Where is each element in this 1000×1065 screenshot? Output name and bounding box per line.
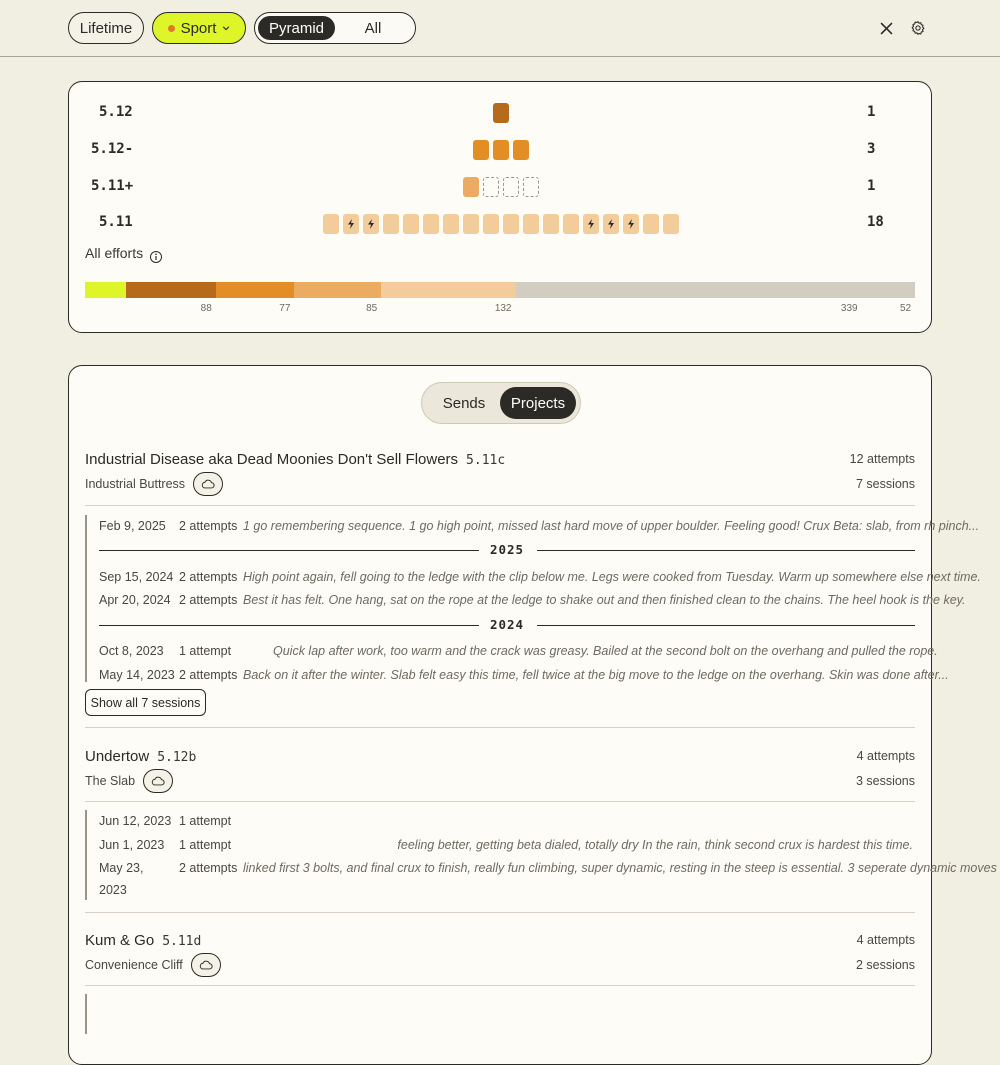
pyramid-row (463, 177, 539, 197)
empty-slot-block[interactable] (483, 177, 499, 197)
grade-count: 18 (867, 214, 884, 230)
project-grade: 5.11d (162, 934, 202, 949)
flash-attempt-block[interactable] (343, 214, 359, 234)
session-attempts: 1 attempt (179, 838, 232, 852)
empty-slot-block[interactable] (503, 177, 519, 197)
sport-filter-dropdown[interactable] (152, 12, 246, 44)
session-attempts: 2 attempts (179, 519, 238, 533)
close-button[interactable] (876, 18, 896, 38)
send-block[interactable] (493, 103, 509, 123)
project-attempts: 4 attempts (856, 749, 915, 763)
session-attempts: 1 attempt (179, 814, 232, 828)
send-block[interactable] (463, 214, 479, 234)
settings-button[interactable] (908, 18, 928, 38)
project-sessions: 3 sessions (855, 774, 915, 788)
session-date: May 14, 2023 (99, 668, 175, 682)
project-attempts: 12 attempts (849, 452, 915, 466)
project-name: Industrial Disease aka Dead Moonies Don't Sell Flowers (85, 451, 459, 468)
effort-segment (862, 282, 915, 298)
project-title[interactable] (85, 451, 505, 468)
project-sessions: 7 sessions (855, 477, 915, 491)
send-block[interactable] (443, 214, 459, 234)
send-block[interactable] (403, 214, 419, 234)
effort-segment (216, 282, 295, 298)
grade-label: 5.12 (99, 104, 133, 120)
effort-segment (126, 282, 216, 298)
effort-segment-label: 77 (279, 303, 291, 314)
gear-icon (910, 20, 926, 36)
project-sessions: 2 sessions (855, 958, 915, 972)
effort-segment-label: 339 (840, 303, 858, 314)
view-pyramid-label: Pyramid (268, 19, 324, 37)
project-attempts: 4 attempts (856, 933, 915, 947)
cloud-icon (151, 776, 165, 786)
flash-attempt-block[interactable] (583, 214, 599, 234)
bolt-icon (607, 219, 615, 229)
year-divider (99, 618, 915, 632)
grade-label: 5.12- (91, 141, 134, 157)
effort-segment-label: 132 (494, 303, 512, 314)
session-attempts: 2 attempts (179, 593, 238, 607)
project-name: Undertow (85, 748, 150, 765)
chevron-down-icon (222, 24, 230, 32)
close-icon (880, 22, 893, 35)
send-block[interactable] (493, 140, 509, 160)
send-block[interactable] (463, 177, 479, 197)
effort-segment-label: 88 (200, 303, 212, 314)
session-attempts: 2 attempts (179, 668, 238, 682)
session-date: May 23, 2023 (99, 861, 144, 897)
sends-tab[interactable] (428, 387, 500, 419)
project-grade: 5.12b (157, 750, 197, 765)
session-attempts: 1 attempt (179, 644, 232, 658)
session-note: High point again, fell going to the ledge with the clip below me. Legs were cooked from Tuesday. Warm up somewhere else next time. (243, 570, 981, 584)
grade-label: 5.11+ (91, 178, 134, 194)
projects-tab[interactable] (500, 387, 576, 419)
session-date: Apr 20, 2024 (99, 593, 171, 607)
view-pyramid-button[interactable] (258, 16, 335, 40)
project-title[interactable] (85, 932, 201, 949)
sessions-rail (85, 810, 87, 900)
session-date: Jun 12, 2023 (99, 814, 172, 828)
pyramid-card (68, 81, 932, 333)
show-all-sessions-button[interactable] (85, 689, 206, 716)
lifetime-filter-button[interactable] (68, 12, 144, 44)
crag-name: Industrial Buttress (85, 477, 186, 491)
sessions-rail (85, 994, 87, 1034)
send-block[interactable] (483, 214, 499, 234)
view-all-button[interactable] (343, 16, 403, 40)
weather-button[interactable] (143, 769, 173, 793)
divider (85, 985, 915, 986)
year-label: 2025 (489, 542, 525, 557)
session-note: feeling better, getting beta dialed, totally dry In the rain, think second crux is hardest this time. (397, 838, 913, 852)
send-block[interactable] (423, 214, 439, 234)
sends-tab-label: Sends (442, 394, 486, 412)
bolt-icon (627, 219, 635, 229)
divider (85, 505, 915, 506)
divider (85, 912, 915, 913)
send-block[interactable] (663, 214, 679, 234)
view-all-label: All (364, 19, 382, 37)
effort-segment-label: 85 (366, 303, 378, 314)
bolt-icon (347, 219, 355, 229)
divider (85, 801, 915, 802)
info-icon[interactable] (149, 250, 163, 264)
send-block[interactable] (323, 214, 339, 234)
projects-tab-label: Projects (510, 394, 566, 412)
flash-attempt-block[interactable] (603, 214, 619, 234)
send-block[interactable] (523, 214, 539, 234)
session-attempts: 2 attempts (179, 861, 238, 875)
sends-projects-toggle (421, 382, 581, 424)
session-note: Best it has felt. One hang, sat on the rope at the ledge to shake out and then finished clean to the chains. The heel hook is the key. (243, 593, 966, 607)
sport-label: Sport (180, 19, 217, 37)
all-efforts-label (85, 242, 163, 264)
bolt-icon (367, 219, 375, 229)
show-all-label: Show all 7 sessions (90, 695, 201, 710)
send-block[interactable] (513, 140, 529, 160)
effort-segment (85, 282, 126, 298)
project-crag (85, 769, 173, 793)
grade-label: 5.11 (99, 214, 133, 230)
sport-dot-icon (168, 25, 175, 32)
grade-count: 3 (867, 141, 876, 157)
view-toggle (254, 12, 416, 44)
pyramid-row (493, 103, 509, 123)
effort-segment (294, 282, 381, 298)
send-block[interactable] (543, 214, 559, 234)
effort-segment (381, 282, 516, 298)
session-note: Quick lap after work, too warm and the crack was greasy. Bailed at the second bolt on the overhang and pulled the rope. (273, 644, 938, 658)
project-title[interactable] (85, 748, 196, 765)
send-block[interactable] (473, 140, 489, 160)
weather-button[interactable] (193, 472, 223, 496)
pyramid-row (473, 140, 529, 160)
sessions-rail (85, 515, 87, 682)
year-divider (99, 543, 915, 557)
cloud-icon (201, 479, 215, 489)
project-name: Kum & Go (85, 932, 155, 949)
effort-distribution-bar (85, 282, 915, 298)
effort-segment-label: 52 (900, 303, 912, 314)
send-block[interactable] (383, 214, 399, 234)
send-block[interactable] (503, 214, 519, 234)
session-note: 1 go remembering sequence. 1 go high point, missed last hard move of upper boulder. Feeling good! Crux Beta: slab, from rh pinch... (243, 519, 980, 533)
effort-segment (516, 282, 862, 298)
divider (85, 727, 915, 728)
project-crag (85, 953, 221, 977)
weather-button[interactable] (191, 953, 221, 977)
flash-attempt-block[interactable] (363, 214, 379, 234)
session-date: Feb 9, 2025 (99, 519, 166, 533)
top-bar (0, 0, 1000, 57)
lifetime-label: Lifetime (79, 19, 133, 37)
session-date: Sep 15, 2024 (99, 570, 174, 584)
pyramid-row (323, 214, 679, 234)
empty-slot-block[interactable] (523, 177, 539, 197)
grade-count: 1 (867, 104, 876, 120)
session-date: Jun 1, 2023 (99, 838, 165, 852)
bolt-icon (587, 219, 595, 229)
session-note: Back on it after the winter. Slab felt easy this time, fell twice at the big move to the ledge on the overhang. Skin was done after... (243, 668, 949, 682)
projects-card (68, 365, 997, 1065)
all-efforts-text: All efforts (85, 245, 144, 261)
send-block[interactable] (563, 214, 579, 234)
session-note: linked first 3 bolts, and final crux to finish, really fun climbing, super dynamic, resting in the steep is essential. 3 seperate dynamic moves (243, 861, 997, 875)
cloud-icon (199, 960, 213, 970)
project-crag (85, 472, 223, 496)
year-label: 2024 (489, 617, 525, 632)
session-date: Oct 8, 2023 (99, 644, 164, 658)
session-attempts: 2 attempts (179, 570, 238, 584)
send-block[interactable] (643, 214, 659, 234)
flash-attempt-block[interactable] (623, 214, 639, 234)
crag-name: The Slab (85, 774, 136, 788)
grade-count: 1 (867, 178, 876, 194)
project-grade: 5.11c (466, 453, 506, 468)
crag-name: Convenience Cliff (85, 958, 183, 972)
